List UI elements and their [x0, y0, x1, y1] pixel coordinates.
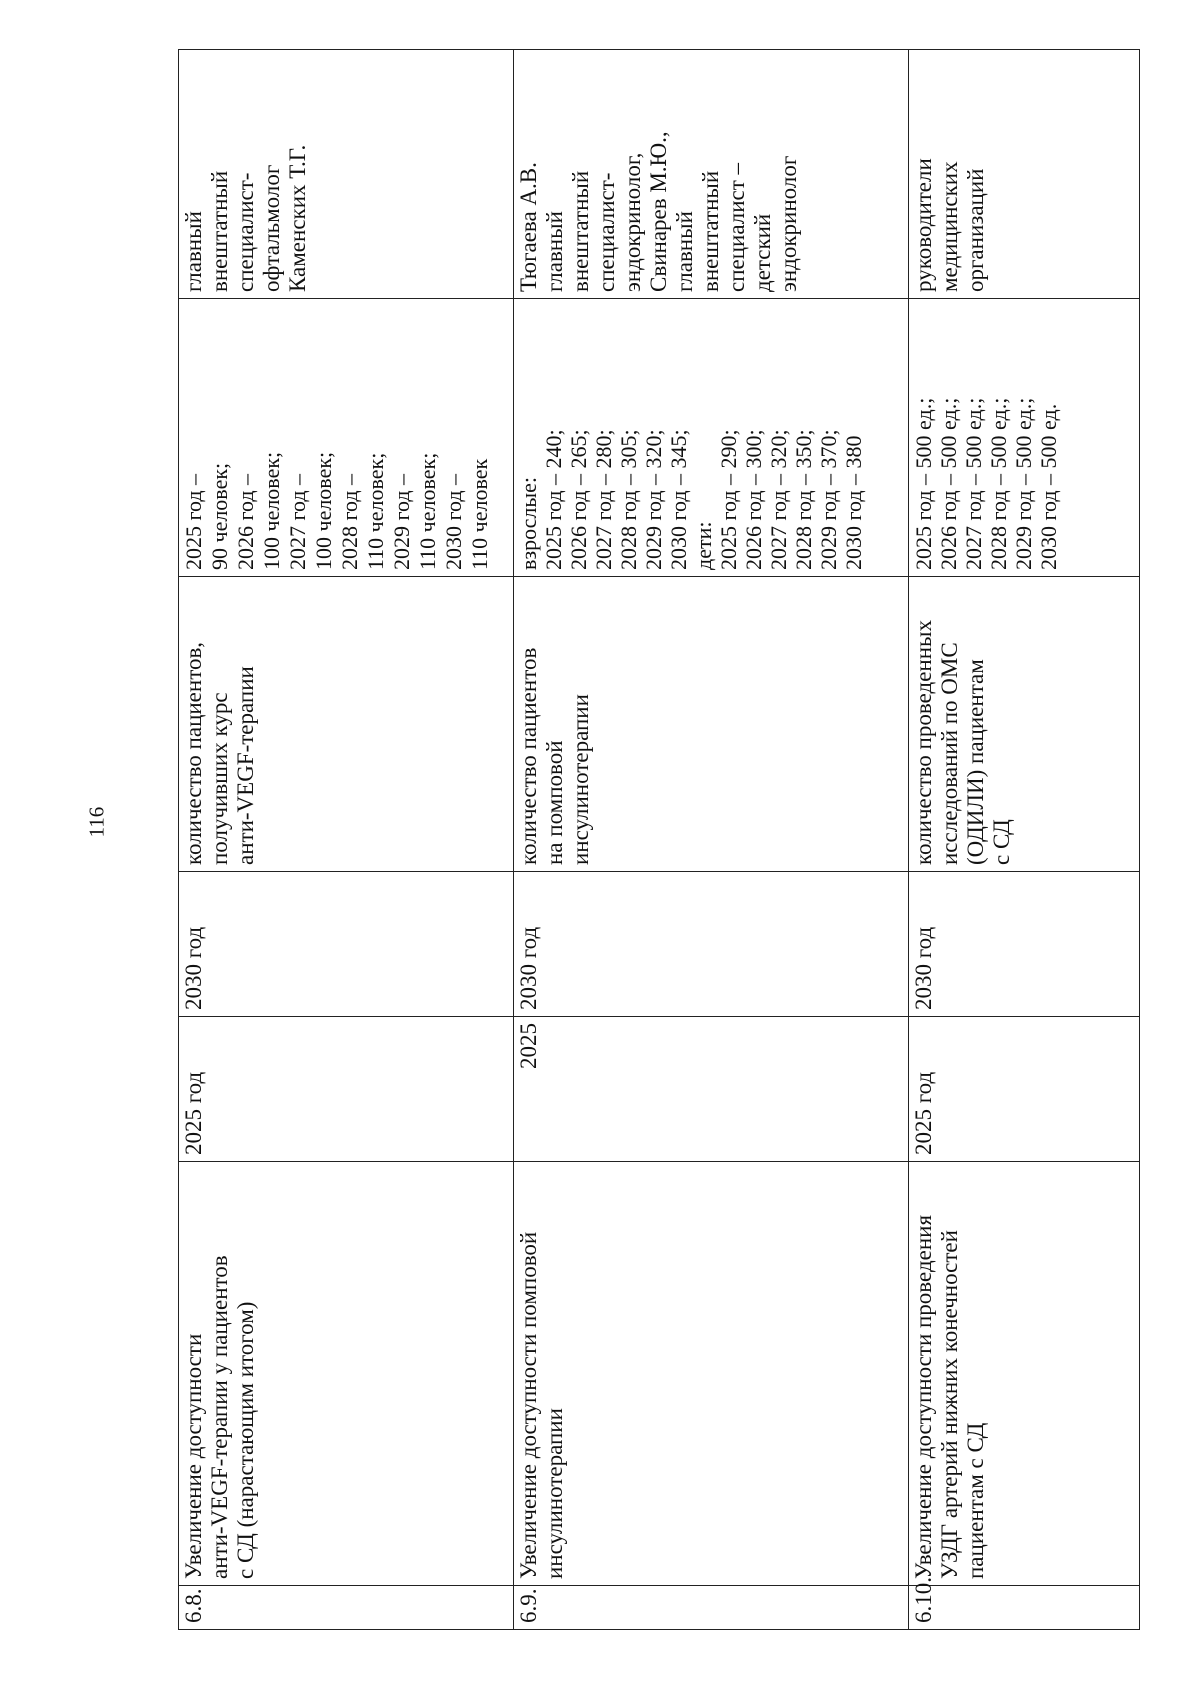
row-number: 6.10.: [909, 1586, 1140, 1630]
end-date: 2030 год: [909, 872, 1140, 1017]
responsible: главный внештатный специалист- офтальмолог Каменских Т.Г.: [179, 50, 514, 299]
start-date: 2025 год: [179, 1017, 514, 1162]
page-number: 116: [84, 806, 109, 838]
indicator: количество проведенных исследований по ОМС (ОДИЛИ) пациентам с СД: [909, 577, 1140, 872]
indicator-values: 2025 год – 90 человек; 2026 год – 100 человек; 2027 год – 100 человек; 2028 год – 110 человек; 2029 год – 110 человек; 2030 год – 110 человек: [179, 299, 514, 577]
measures-table: [178, 49, 1140, 1630]
table-row: [179, 50, 514, 1630]
measure-name: Увеличение доступности помповой инсулинотерапии: [514, 1162, 909, 1586]
row-number: 6.9.: [514, 1586, 909, 1630]
measure-name: Увеличение доступности проведения УЗДГ артерий нижних конечностей пациентам с СД: [909, 1162, 1140, 1586]
start-date: 2025: [514, 1017, 909, 1162]
indicator: количество пациентов, получивших курс анти-VEGF-терапии: [179, 577, 514, 872]
indicator-values: 2025 год – 500 ед.; 2026 год – 500 ед.; 2027 год – 500 ед.; 2028 год – 500 ед.; 2029 год – 500 ед.; 2030 год – 500 ед.: [909, 299, 1140, 577]
indicator: количество пациентов на помповой инсулинотерапии: [514, 577, 909, 872]
indicator-values: взрослые: 2025 год – 240; 2026 год – 265; 2027 год – 280; 2028 год – 305; 2029 год – 320; 2030 год – 345; дети: 2025 год – 290; 2026 год – 300; 2027 год – 320; 2028 год – 350; 2029 год – 370; 2030 год – 380: [514, 299, 909, 577]
start-date: 2025 год: [909, 1017, 1140, 1162]
table-row: [514, 50, 909, 1630]
responsible: Тюгаева А.В. главный внештатный специалист- эндокринолог, Свинарев М.Ю., главный внештатный специалист – детский эндокринолог: [514, 50, 909, 299]
measures-table-wrapper: [178, 50, 1124, 1630]
measure-name: Увеличение доступности анти-VEGF-терапии у пациентов с СД (нарастающим итогом): [179, 1162, 514, 1586]
responsible: руководители медицинских организаций: [909, 50, 1140, 299]
end-date: 2030 год: [179, 872, 514, 1017]
row-number: 6.8.: [179, 1586, 514, 1630]
end-date: 2030 год: [514, 872, 909, 1017]
table-row: [909, 50, 1140, 1630]
